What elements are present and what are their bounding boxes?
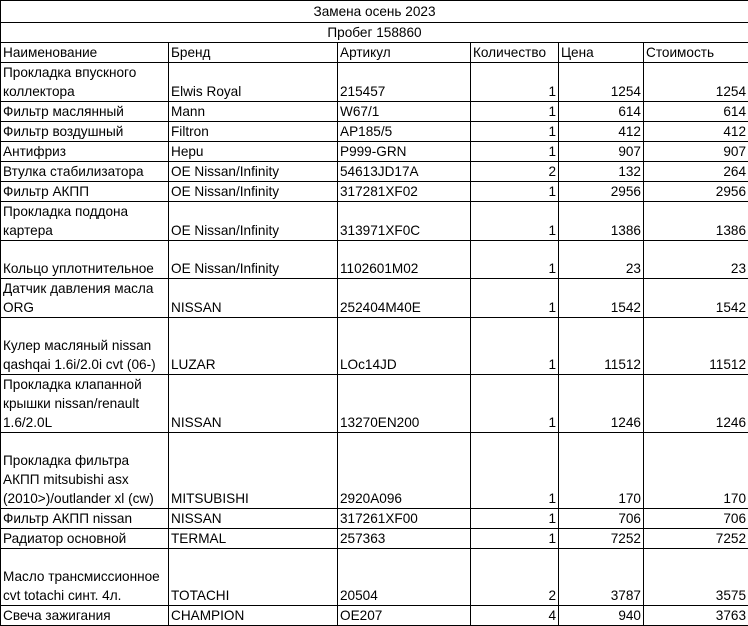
column-header-price: Цена [559, 43, 644, 63]
cell-price: 11512 [559, 318, 644, 375]
cell-quantity: 1 [471, 241, 559, 279]
table-row [1, 549, 748, 606]
cell-name: Прокладка фильтра АКПП mitsubishi asx (2010>)/outlander xl (cw) [1, 433, 169, 509]
cell-article: 252404M40E [338, 279, 471, 318]
cell-cost: 264 [644, 162, 748, 182]
cell-brand: OE Nissan/Infinity [169, 162, 338, 182]
cell-brand: MITSUBISHI [169, 433, 338, 509]
subtitle-row [1, 23, 748, 43]
cell-brand: Mann [169, 102, 338, 122]
table-row [1, 375, 748, 433]
cell-name: Датчик давления масла ORG [1, 279, 169, 318]
cell-article: 13270EN200 [338, 375, 471, 433]
cell-price: 706 [559, 509, 644, 529]
cell-article: 257363 [338, 529, 471, 549]
cell-brand: OE Nissan/Infinity [169, 182, 338, 202]
cell-cost: 1254 [644, 63, 748, 102]
cell-price: 2956 [559, 182, 644, 202]
cell-article: 2920A096 [338, 433, 471, 509]
cell-article: P999-GRN [338, 142, 471, 162]
table-row [1, 529, 748, 549]
column-header-brand: Бренд [169, 43, 338, 63]
table-row [1, 63, 748, 102]
cell-brand: Filtron [169, 122, 338, 142]
table-row [1, 102, 748, 122]
table-row [1, 606, 748, 626]
cell-article: LOc14JD [338, 318, 471, 375]
cell-brand: LUZAR [169, 318, 338, 375]
cell-cost: 1542 [644, 279, 748, 318]
cell-quantity: 1 [471, 375, 559, 433]
table-row [1, 509, 748, 529]
cell-brand: Elwis Royal [169, 63, 338, 102]
table-row [1, 202, 748, 241]
cell-cost: 706 [644, 509, 748, 529]
cell-article: 317281XF02 [338, 182, 471, 202]
cell-quantity: 1 [471, 509, 559, 529]
column-header-quantity: Количество [471, 43, 559, 63]
cell-name: Свеча зажигания [1, 606, 169, 626]
table-row [1, 162, 748, 182]
cell-price: 1542 [559, 279, 644, 318]
table-row [1, 433, 748, 509]
column-header-cost: Стоимость [644, 43, 748, 63]
cell-name: Кольцо уплотнительное [1, 241, 169, 279]
cell-name: Втулка стабилизатора [1, 162, 169, 182]
cell-article: OE207 [338, 606, 471, 626]
cell-price: 132 [559, 162, 644, 182]
cell-cost: 11512 [644, 318, 748, 375]
cell-price: 614 [559, 102, 644, 122]
cell-brand: NISSAN [169, 375, 338, 433]
table-title: Замена осень 2023 [1, 1, 748, 23]
cell-article: W67/1 [338, 102, 471, 122]
cell-price: 907 [559, 142, 644, 162]
cell-brand: TERMAL [169, 529, 338, 549]
mileage-subtitle: Пробег 158860 [1, 23, 748, 43]
column-header-name: Наименование [1, 43, 169, 63]
cell-price: 3787 [559, 549, 644, 606]
cell-price: 7252 [559, 529, 644, 549]
cell-quantity: 1 [471, 318, 559, 375]
cell-quantity: 1 [471, 279, 559, 318]
cell-cost: 614 [644, 102, 748, 122]
cell-cost: 2956 [644, 182, 748, 202]
cell-brand: OE Nissan/Infinity [169, 241, 338, 279]
cell-article: 54613JD17A [338, 162, 471, 182]
cell-price: 23 [559, 241, 644, 279]
cell-quantity: 1 [471, 102, 559, 122]
cell-quantity: 1 [471, 142, 559, 162]
cell-quantity: 1 [471, 433, 559, 509]
cell-cost: 23 [644, 241, 748, 279]
cell-name: Прокладка впускного коллектора [1, 63, 169, 102]
table-row [1, 241, 748, 279]
table-row [1, 122, 748, 142]
cell-brand: OE Nissan/Infinity [169, 202, 338, 241]
cell-name: Прокладка поддона картера [1, 202, 169, 241]
cell-cost: 1246 [644, 375, 748, 433]
cell-name: Радиатор основной [1, 529, 169, 549]
cell-name: Антифриз [1, 142, 169, 162]
cell-price: 1386 [559, 202, 644, 241]
header-row [1, 43, 748, 63]
cell-cost: 170 [644, 433, 748, 509]
cell-article: 1102601M02 [338, 241, 471, 279]
cell-price: 1246 [559, 375, 644, 433]
cell-brand: NISSAN [169, 509, 338, 529]
cell-article: AP185/5 [338, 122, 471, 142]
cell-price: 1254 [559, 63, 644, 102]
cell-quantity: 1 [471, 182, 559, 202]
cell-cost: 3763 [644, 606, 748, 626]
table-row [1, 142, 748, 162]
cell-cost: 3575 [644, 549, 748, 606]
cell-cost: 412 [644, 122, 748, 142]
cell-brand: TOTACHI [169, 549, 338, 606]
cell-price: 412 [559, 122, 644, 142]
cell-name: Фильтр АКПП [1, 182, 169, 202]
cell-article: 215457 [338, 63, 471, 102]
cell-cost: 907 [644, 142, 748, 162]
cell-brand: Hepu [169, 142, 338, 162]
cell-name: Фильтр воздушный [1, 122, 169, 142]
cell-quantity: 1 [471, 529, 559, 549]
table-row [1, 318, 748, 375]
cell-brand: NISSAN [169, 279, 338, 318]
table-row [1, 279, 748, 318]
cell-brand: CHAMPION [169, 606, 338, 626]
cell-name: Масло трансмиссионное cvt totachi синт. 4л. [1, 549, 169, 606]
table-row [1, 182, 748, 202]
cell-quantity: 1 [471, 202, 559, 241]
cell-name: Кулер масляный nissan qashqai 1.6i/2.0i cvt (06-) [1, 318, 169, 375]
column-header-article: Артикул [338, 43, 471, 63]
cell-quantity: 1 [471, 63, 559, 102]
cell-article: 317261XF00 [338, 509, 471, 529]
cell-quantity: 2 [471, 549, 559, 606]
cell-article: 20504 [338, 549, 471, 606]
cell-quantity: 4 [471, 606, 559, 626]
cell-name: Прокладка клапанной крышки nissan/renault 1.6/2.0L [1, 375, 169, 433]
cell-price: 170 [559, 433, 644, 509]
cell-name: Фильтр маслянный [1, 102, 169, 122]
cell-article: 313971XF0C [338, 202, 471, 241]
cell-name: Фильтр АКПП nissan [1, 509, 169, 529]
cell-cost: 1386 [644, 202, 748, 241]
cell-cost: 7252 [644, 529, 748, 549]
cell-price: 940 [559, 606, 644, 626]
title-row [1, 1, 748, 23]
cell-quantity: 1 [471, 122, 559, 142]
cell-quantity: 2 [471, 162, 559, 182]
